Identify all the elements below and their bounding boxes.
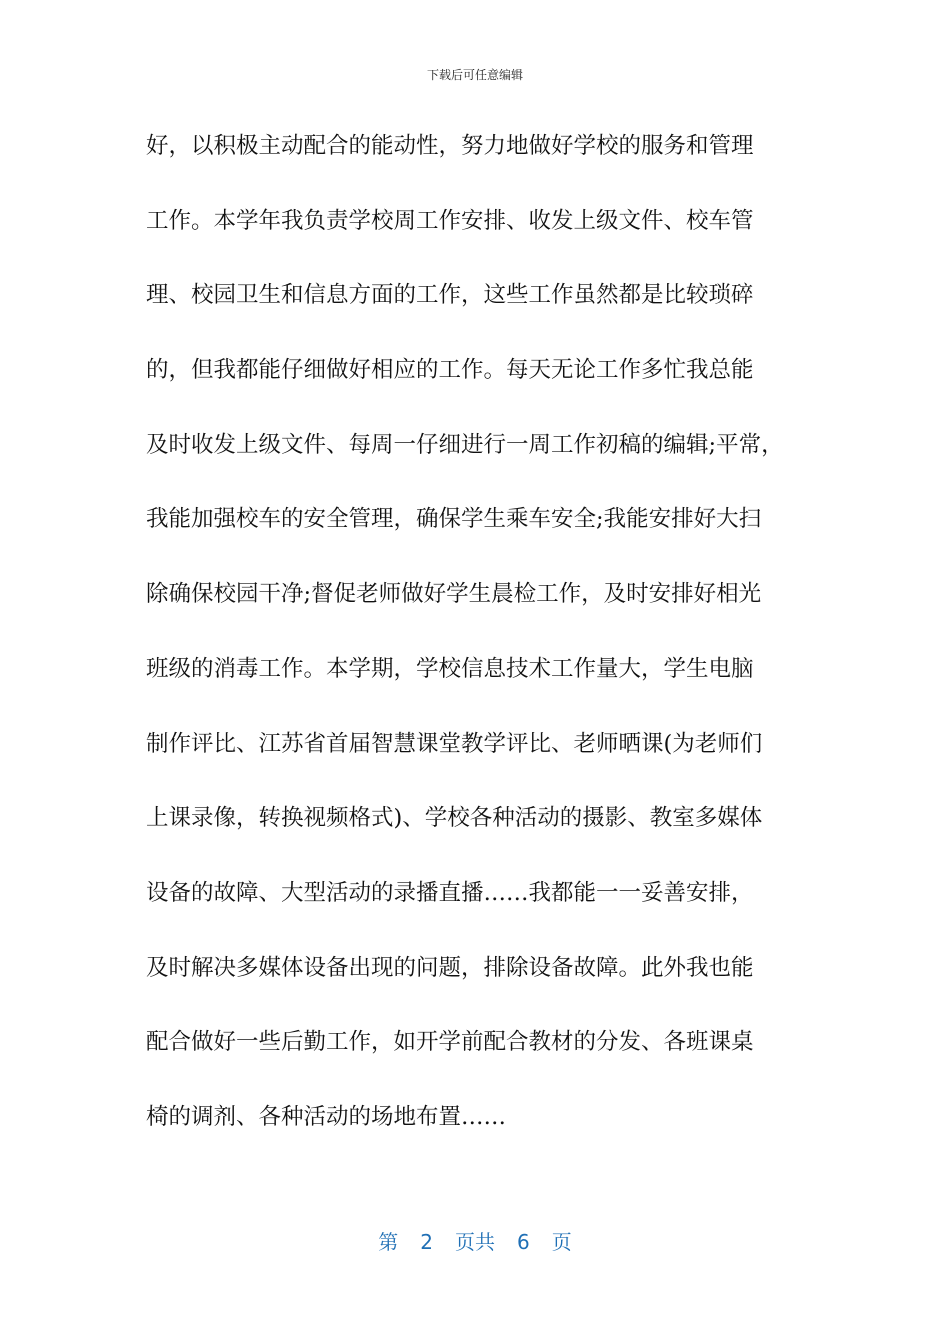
text-line: 制作评比、江苏省首届智慧课堂教学评比、老师晒课(为老师们 [146,730,763,757]
current-page-number: 2 [420,1230,433,1254]
page-footer-suffix: 页 [551,1230,572,1254]
text-line: 的，但我都能仔细做好相应的工作。每天无论工作多忙我总能 [146,357,754,384]
text-line: 及时解决多媒体设备出现的问题，排除设备故障。此外我也能 [146,954,754,981]
text-line: 班级的消毒工作。本学期，学校信息技术工作量大，学生电脑 [146,655,754,682]
body-paragraph [146,122,826,1168]
text-line: 除确保校园干净;督促老师做好学生晨检工作，及时安排好相光 [146,581,762,608]
page-footer-middle: 页共 [455,1230,495,1254]
text-line: 我能加强校车的安全管理，确保学生乘车安全;我能安排好大扫 [146,506,762,533]
page-header-note: 下载后可任意编辑 [426,68,523,82]
text-line: 好，以积极主动配合的能动性，努力地做好学校的服务和管理 [146,133,754,159]
total-pages-number: 6 [517,1230,530,1254]
text-line: 上课录像，转换视频格式)、学校各种活动的摄影、教室多媒体 [146,805,763,832]
text-line: 椅的调剂、各种活动的场地布置…… [146,1103,507,1130]
text-line: 及时收发上级文件、每周一仔细进行一周工作初稿的编辑;平常， [146,431,784,458]
text-line: 理、校园卫生和信息方面的工作，这些工作虽然都是比较琐碎 [146,282,754,309]
text-line: 配合做好一些后勤工作，如开学前配合教材的分发、各班课桌 [146,1029,754,1056]
text-line: 设备的故障、大型活动的录播直播……我都能一一妥善安排， [146,879,754,906]
page-number-footer [0,1226,950,1255]
page-footer-prefix: 第 [378,1230,399,1254]
text-line: 工作。本学年我负责学校周工作安排、收发上级文件、校车管 [146,207,754,234]
